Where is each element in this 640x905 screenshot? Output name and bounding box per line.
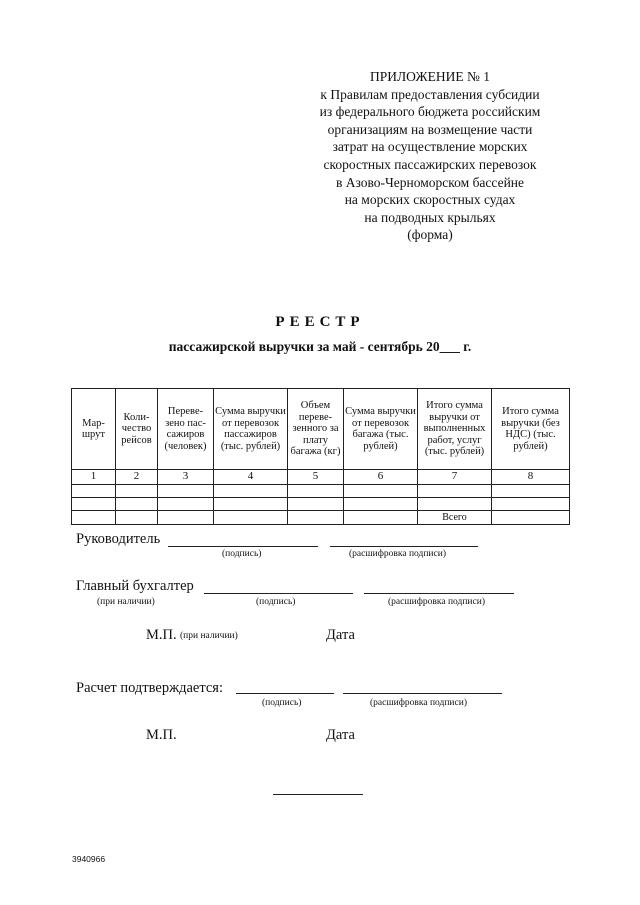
appendix-line: на морских скоростных судах	[344, 192, 516, 208]
header-total-revenue: Итого сумма выручки (без НДС) (тыс. рублей)	[492, 389, 570, 470]
register-table	[71, 388, 570, 525]
date2-label: Дата	[326, 727, 355, 743]
column-number: 2	[116, 470, 158, 485]
accountant-decode-line	[364, 593, 514, 594]
document-id: 3940966	[72, 854, 106, 864]
confirm-sign-caption: (подпись)	[262, 698, 302, 708]
head-decode-caption: (расшифровка подписи)	[349, 549, 446, 559]
closing-rule	[273, 794, 363, 795]
confirm-label: Расчет подтверждается:	[76, 680, 224, 696]
appendix-heading: ПРИЛОЖЕНИЕ № 1	[369, 69, 491, 84]
document-title: РЕЕСТР	[275, 314, 365, 330]
header-route: Мар-шрут	[72, 389, 116, 470]
appendix-line: из федерального бюджета российским	[319, 104, 541, 120]
table-row	[72, 498, 570, 511]
table-row	[72, 485, 570, 498]
column-number-row	[72, 470, 570, 485]
column-number: 6	[344, 470, 418, 485]
head-decode-line	[330, 546, 478, 547]
appendix-form-note: (форма)	[407, 227, 453, 243]
total-label: Всего	[418, 511, 492, 525]
appendix-line: на подводных крыльях	[364, 209, 496, 225]
stamp2-label: М.П.	[146, 727, 177, 743]
header-baggage-revenue: Сумма выручки от перевозок багажа (тыс. рублей)	[344, 389, 418, 470]
head-sign-caption: (подпись)	[222, 549, 262, 559]
header-trips: Коли-чество рейсов	[116, 389, 158, 470]
appendix-line: организациям на возмещение части	[327, 121, 533, 137]
stamp-label: М.П.	[146, 627, 177, 643]
accountant-label: Главный бухгалтер	[76, 578, 194, 594]
accountant-sign-caption: (подпись)	[256, 597, 296, 607]
accountant-note: (при наличии)	[97, 597, 155, 607]
confirm-signature-line	[236, 693, 334, 694]
appendix-line: к Правилам предоставления субсидии	[320, 86, 540, 102]
header-passenger-revenue: Сумма выручки от перевозок пассажиров (тыс. рублей)	[214, 389, 288, 470]
appendix-block	[300, 68, 560, 244]
column-number: 7	[418, 470, 492, 485]
accountant-signature-line	[204, 593, 353, 594]
document-subtitle: пассажирской выручки за май - сентябрь 20___ г.	[168, 339, 472, 354]
header-services-revenue: Итого сумма выручки от выполненных работ, услуг (тыс. рублей)	[418, 389, 492, 470]
table-header-row	[72, 389, 570, 470]
appendix-line: скоростных пассажирских перевозок	[323, 156, 537, 172]
head-signature-line	[168, 546, 318, 547]
head-label: Руководитель	[76, 531, 161, 547]
appendix-line: затрат на осуществление морских	[332, 139, 528, 155]
column-number: 3	[158, 470, 214, 485]
date-label: Дата	[326, 627, 355, 643]
table-total-row	[72, 511, 570, 525]
column-number: 8	[492, 470, 570, 485]
header-baggage-volume: Объем переве-зенного за плату багажа (кг)	[288, 389, 344, 470]
confirm-decode-caption: (расшифровка подписи)	[370, 698, 467, 708]
column-number: 5	[288, 470, 344, 485]
stamp-note: (при наличии)	[180, 631, 238, 641]
confirm-decode-line	[343, 693, 502, 694]
column-number: 1	[72, 470, 116, 485]
appendix-line: в Азово-Черноморском бассейне	[335, 174, 525, 190]
total-value-cell	[492, 511, 570, 525]
accountant-decode-caption: (расшифровка подписи)	[388, 597, 485, 607]
column-number: 4	[214, 470, 288, 485]
header-passengers: Переве-зено пас-сажиров (человек)	[158, 389, 214, 470]
